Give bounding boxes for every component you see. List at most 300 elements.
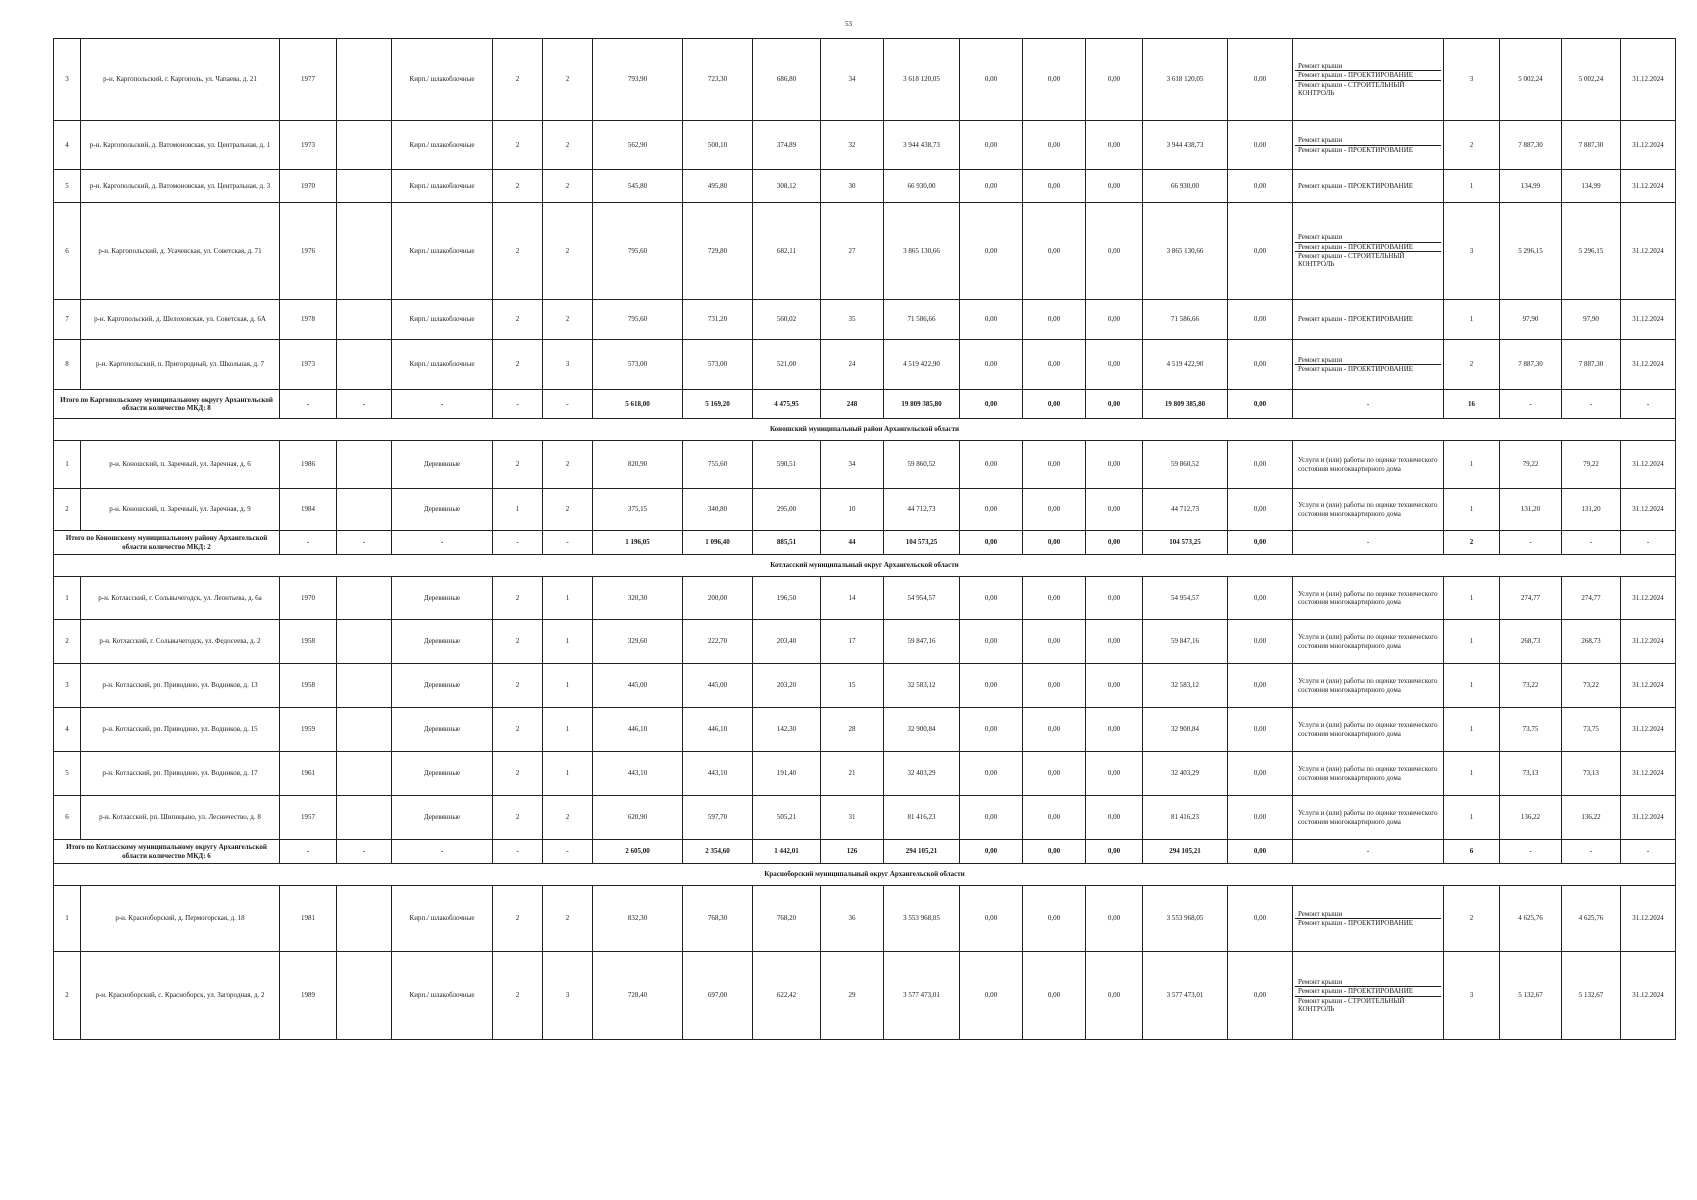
table-row <box>54 708 1676 752</box>
fund3-cell: 0,00 <box>1086 489 1143 531</box>
fund2-cell: 0,00 <box>1023 886 1086 952</box>
fund-own-cell: 3 618 120,05 <box>1143 39 1228 121</box>
section-header-row <box>54 555 1676 577</box>
area-own-cell: 505,21 <box>753 796 821 840</box>
entr-cell: 1 <box>543 620 593 664</box>
residents-cell: 10 <box>821 489 884 531</box>
works-cell <box>1293 796 1444 840</box>
cost-m2-cell: 7 887,30 <box>1500 121 1562 170</box>
residents-cell: 21 <box>821 752 884 796</box>
material-cell: Кирп./ шлакоблочные <box>392 952 493 1040</box>
year-cell: 1976 <box>280 203 337 300</box>
limit-m2-cell: 73,22 <box>1562 664 1621 708</box>
c4-cell <box>337 886 392 952</box>
year-cell: 1957 <box>280 796 337 840</box>
deadline-cell: 31.12.2024 <box>1621 620 1676 664</box>
limit-m2-cell: 7 887,30 <box>1562 121 1621 170</box>
area-own-cell: 295,00 <box>753 489 821 531</box>
area-res-cell: 340,80 <box>683 489 753 531</box>
limit-m2-cell: 97,90 <box>1562 300 1621 340</box>
total-residents: 44 <box>821 531 884 555</box>
area-own-cell: 191,40 <box>753 752 821 796</box>
year-cell: 1984 <box>280 489 337 531</box>
limit-m2-cell: 7 887,30 <box>1562 340 1621 390</box>
fund-own-cell: 3 865 130,66 <box>1143 203 1228 300</box>
fund3-cell: 0,00 <box>1086 441 1143 489</box>
deadline-cell: 31.12.2024 <box>1621 39 1676 121</box>
fund1-cell: 0,00 <box>960 441 1023 489</box>
total-area-res: 5 169,20 <box>683 390 753 419</box>
material-cell: Деревянные <box>392 752 493 796</box>
fund3-cell: 0,00 <box>1086 340 1143 390</box>
fund1-cell: 0,00 <box>960 170 1023 203</box>
total-area-own: 1 442,01 <box>753 840 821 864</box>
cost-cell: 71 586,66 <box>884 300 960 340</box>
fund1-cell: 0,00 <box>960 708 1023 752</box>
row-number: 7 <box>54 300 81 340</box>
deadline-cell: 31.12.2024 <box>1621 340 1676 390</box>
total-material: - <box>392 531 493 555</box>
fund-other-cell: 0,00 <box>1228 340 1293 390</box>
entr-cell: 2 <box>543 203 593 300</box>
total-fund3: 0,00 <box>1086 531 1143 555</box>
material-cell: Деревянные <box>392 489 493 531</box>
total-cost: 294 105,21 <box>884 840 960 864</box>
total-deadline: - <box>1621 531 1676 555</box>
fund2-cell: 0,00 <box>1023 300 1086 340</box>
total-fund-other: 0,00 <box>1228 531 1293 555</box>
entr-cell: 1 <box>543 664 593 708</box>
work-item: Услуги и (или) работы по оценке технического состояния многоквартирного дома <box>1298 633 1438 650</box>
area-total-cell: 620,90 <box>593 796 683 840</box>
c4-cell <box>337 577 392 620</box>
year-cell: 1970 <box>280 170 337 203</box>
section-header-row <box>54 864 1676 886</box>
limit-m2-cell: 268,73 <box>1562 620 1621 664</box>
total-material: - <box>392 390 493 419</box>
address-cell: р-н. Каргопольский, д. Ватомоновская, ул. Центральная, д. 3 <box>81 170 280 203</box>
floors-cell: 2 <box>493 340 543 390</box>
total-area-res: 2 354,60 <box>683 840 753 864</box>
area-res-cell: 200,00 <box>683 577 753 620</box>
cost-m2-cell: 5 296,15 <box>1500 203 1562 300</box>
entr-cell: 3 <box>543 952 593 1040</box>
work-item: Ремонт крыши - ПРОЕКТИРОВАНИЕ <box>1298 315 1414 324</box>
count-cell: 1 <box>1444 170 1500 203</box>
fund-own-cell: 59 860,52 <box>1143 441 1228 489</box>
table-row <box>54 441 1676 489</box>
entr-cell: 2 <box>543 886 593 952</box>
address-cell: р-н. Каргопольский, д. Ватомоновская, ул. Центральная, д. 1 <box>81 121 280 170</box>
work-item: Ремонт крыши - ПРОЕКТИРОВАНИЕ <box>1298 181 1414 190</box>
total-label: Итого по Коношскому муниципальному району Архангельской области количество МКД: 2 <box>54 531 280 555</box>
limit-m2-cell: 73,13 <box>1562 752 1621 796</box>
cost-m2-cell: 97,90 <box>1500 300 1562 340</box>
fund-own-cell: 54 954,57 <box>1143 577 1228 620</box>
work-item: Ремонт крыши - ПРОЕКТИРОВАНИЕ <box>1295 145 1441 154</box>
year-cell: 1958 <box>280 664 337 708</box>
address-cell: р-н. Котласский, рп. Приводино, ул. Водников, д. 15 <box>81 708 280 752</box>
table-body <box>54 39 1676 1040</box>
total-area-total: 2 605,00 <box>593 840 683 864</box>
fund-other-cell: 0,00 <box>1228 121 1293 170</box>
cost-m2-cell: 7 887,30 <box>1500 340 1562 390</box>
cost-cell: 32 900,84 <box>884 708 960 752</box>
area-res-cell: 495,80 <box>683 170 753 203</box>
area-own-cell: 521,00 <box>753 340 821 390</box>
total-count: 16 <box>1444 390 1500 419</box>
limit-m2-cell: 134,99 <box>1562 170 1621 203</box>
floors-cell: 2 <box>493 886 543 952</box>
year-cell: 1958 <box>280 620 337 664</box>
c4-cell <box>337 340 392 390</box>
cost-cell: 3 553 968,05 <box>884 886 960 952</box>
work-item: Ремонт крыши <box>1298 136 1343 145</box>
fund-own-cell: 71 586,66 <box>1143 300 1228 340</box>
count-cell: 3 <box>1444 952 1500 1040</box>
residents-cell: 15 <box>821 664 884 708</box>
total-cost-m2: - <box>1500 390 1562 419</box>
area-total-cell: 573,00 <box>593 340 683 390</box>
address-cell: р-н. Каргопольский, д. Усачевская, ул. Советская, д. 71 <box>81 203 280 300</box>
count-cell: 3 <box>1444 203 1500 300</box>
area-total-cell: 446,10 <box>593 708 683 752</box>
total-floors: - <box>493 840 543 864</box>
cost-cell: 44 712,73 <box>884 489 960 531</box>
floors-cell: 2 <box>493 441 543 489</box>
area-res-cell: 500,10 <box>683 121 753 170</box>
cost-m2-cell: 79,22 <box>1500 441 1562 489</box>
row-number: 4 <box>54 121 81 170</box>
fund-other-cell: 0,00 <box>1228 577 1293 620</box>
total-limit-m2: - <box>1562 390 1621 419</box>
year-cell: 1959 <box>280 708 337 752</box>
address-cell: р-н. Красноборский, д. Пермогорская, д. 18 <box>81 886 280 952</box>
work-item: Услуги и (или) работы по оценке технического состояния многоквартирного дома <box>1298 589 1438 606</box>
residents-cell: 34 <box>821 39 884 121</box>
year-cell: 1989 <box>280 952 337 1040</box>
year-cell: 1981 <box>280 886 337 952</box>
material-cell: Кирп./ шлакоблочные <box>392 121 493 170</box>
material-cell: Деревянные <box>392 577 493 620</box>
total-year: - <box>280 840 337 864</box>
works-cell <box>1293 952 1444 1040</box>
fund3-cell: 0,00 <box>1086 577 1143 620</box>
fund-other-cell: 0,00 <box>1228 886 1293 952</box>
material-cell: Кирп./ шлакоблочные <box>392 340 493 390</box>
works-cell <box>1293 708 1444 752</box>
total-limit-m2: - <box>1562 840 1621 864</box>
deadline-cell: 31.12.2024 <box>1621 664 1676 708</box>
floors-cell: 2 <box>493 952 543 1040</box>
row-number: 8 <box>54 340 81 390</box>
deadline-cell: 31.12.2024 <box>1621 577 1676 620</box>
cost-m2-cell: 134,99 <box>1500 170 1562 203</box>
entr-cell: 3 <box>543 340 593 390</box>
c4-cell <box>337 203 392 300</box>
total-c4: - <box>337 531 392 555</box>
works-cell <box>1293 39 1444 121</box>
residents-cell: 30 <box>821 170 884 203</box>
c4-cell <box>337 489 392 531</box>
row-number: 3 <box>54 664 81 708</box>
area-res-cell: 697,00 <box>683 952 753 1040</box>
fund1-cell: 0,00 <box>960 620 1023 664</box>
total-row <box>54 390 1676 419</box>
table-row <box>54 39 1676 121</box>
area-own-cell: 374,89 <box>753 121 821 170</box>
fund-own-cell: 32 583,12 <box>1143 664 1228 708</box>
fund1-cell: 0,00 <box>960 752 1023 796</box>
count-cell: 1 <box>1444 577 1500 620</box>
fund-other-cell: 0,00 <box>1228 203 1293 300</box>
area-own-cell: 560,02 <box>753 300 821 340</box>
total-fund3: 0,00 <box>1086 840 1143 864</box>
total-label: Итого по Каргопольскому муниципальному округу Архангельской области количество МКД: 8 <box>54 390 280 419</box>
year-cell: 1977 <box>280 39 337 121</box>
deadline-cell: 31.12.2024 <box>1621 489 1676 531</box>
table-row <box>54 300 1676 340</box>
cost-cell: 59 860,52 <box>884 441 960 489</box>
count-cell: 2 <box>1444 886 1500 952</box>
residents-cell: 24 <box>821 340 884 390</box>
section-title: Коношский муниципальный район Архангельской области <box>54 419 1676 441</box>
work-item: Ремонт крыши <box>1298 977 1343 986</box>
address-cell: р-н. Котласский, рп. Шипицыно, ул. Лесничество, д. 8 <box>81 796 280 840</box>
total-year: - <box>280 390 337 419</box>
works-cell <box>1293 121 1444 170</box>
fund-other-cell: 0,00 <box>1228 796 1293 840</box>
count-cell: 2 <box>1444 121 1500 170</box>
material-cell: Кирп./ шлакоблочные <box>392 170 493 203</box>
cost-cell: 32 403,29 <box>884 752 960 796</box>
address-cell: р-н. Каргопольский, г. Каргополь, ул. Чапаева, д. 21 <box>81 39 280 121</box>
count-cell: 2 <box>1444 340 1500 390</box>
total-material: - <box>392 840 493 864</box>
total-cost: 104 573,25 <box>884 531 960 555</box>
count-cell: 1 <box>1444 441 1500 489</box>
works-cell <box>1293 664 1444 708</box>
cost-cell: 4 519 422,90 <box>884 340 960 390</box>
work-item: Ремонт крыши - ПРОЕКТИРОВАНИЕ <box>1295 70 1441 79</box>
fund1-cell: 0,00 <box>960 121 1023 170</box>
residents-cell: 31 <box>821 796 884 840</box>
total-entr: - <box>543 531 593 555</box>
c4-cell <box>337 39 392 121</box>
cost-m2-cell: 73,75 <box>1500 708 1562 752</box>
work-item: Услуги и (или) работы по оценке технического состояния многоквартирного дома <box>1298 677 1438 694</box>
count-cell: 1 <box>1444 796 1500 840</box>
total-works: - <box>1293 840 1444 864</box>
area-own-cell: 590,51 <box>753 441 821 489</box>
address-cell: р-н. Котласский, рп. Приводино, ул. Водников, д. 17 <box>81 752 280 796</box>
fund2-cell: 0,00 <box>1023 952 1086 1040</box>
cost-m2-cell: 131,20 <box>1500 489 1562 531</box>
fund1-cell: 0,00 <box>960 796 1023 840</box>
fund3-cell: 0,00 <box>1086 752 1143 796</box>
count-cell: 1 <box>1444 300 1500 340</box>
fund-other-cell: 0,00 <box>1228 39 1293 121</box>
c4-cell <box>337 952 392 1040</box>
work-item: Услуги и (или) работы по оценке технического состояния многоквартирного дома <box>1298 456 1438 473</box>
limit-m2-cell: 5 132,67 <box>1562 952 1621 1040</box>
cost-cell: 3 577 473,01 <box>884 952 960 1040</box>
address-cell: р-н. Коношский, п. Заречный, ул. Заречная, д. 6 <box>81 441 280 489</box>
material-cell: Деревянные <box>392 441 493 489</box>
total-area-own: 885,51 <box>753 531 821 555</box>
fund2-cell: 0,00 <box>1023 170 1086 203</box>
total-fund1: 0,00 <box>960 390 1023 419</box>
total-fund-own: 104 573,25 <box>1143 531 1228 555</box>
table-row <box>54 664 1676 708</box>
fund-other-cell: 0,00 <box>1228 170 1293 203</box>
fund3-cell: 0,00 <box>1086 121 1143 170</box>
table-row <box>54 796 1676 840</box>
residents-cell: 17 <box>821 620 884 664</box>
area-res-cell: 723,30 <box>683 39 753 121</box>
entr-cell: 2 <box>543 489 593 531</box>
cost-m2-cell: 5 002,24 <box>1500 39 1562 121</box>
floors-cell: 2 <box>493 121 543 170</box>
total-count: 6 <box>1444 840 1500 864</box>
material-cell: Деревянные <box>392 664 493 708</box>
c4-cell <box>337 170 392 203</box>
works-cell <box>1293 886 1444 952</box>
area-own-cell: 196,50 <box>753 577 821 620</box>
fund-other-cell: 0,00 <box>1228 664 1293 708</box>
fund-own-cell: 3 944 438,73 <box>1143 121 1228 170</box>
c4-cell <box>337 121 392 170</box>
fund2-cell: 0,00 <box>1023 708 1086 752</box>
area-res-cell: 446,10 <box>683 708 753 752</box>
cost-cell: 32 583,12 <box>884 664 960 708</box>
work-item: Ремонт крыши - СТРОИТЕЛЬНЫЙ КОНТРОЛЬ <box>1295 251 1441 269</box>
work-item: Услуги и (или) работы по оценке технического состояния многоквартирного дома <box>1298 721 1438 738</box>
cost-m2-cell: 4 625,76 <box>1500 886 1562 952</box>
fund2-cell: 0,00 <box>1023 664 1086 708</box>
work-item: Ремонт крыши - ПРОЕКТИРОВАНИЕ <box>1295 986 1441 995</box>
fund-own-cell: 66 930,00 <box>1143 170 1228 203</box>
fund2-cell: 0,00 <box>1023 39 1086 121</box>
total-deadline: - <box>1621 390 1676 419</box>
address-cell: р-н. Котласский, рп. Приводино, ул. Водников, д. 13 <box>81 664 280 708</box>
material-cell: Деревянные <box>392 708 493 752</box>
c4-cell <box>337 441 392 489</box>
total-cost-m2: - <box>1500 840 1562 864</box>
total-works: - <box>1293 390 1444 419</box>
address-cell: р-н. Красноборский, с. Красноборск, ул. Загородная, д. 2 <box>81 952 280 1040</box>
fund-other-cell: 0,00 <box>1228 620 1293 664</box>
material-cell: Деревянные <box>392 620 493 664</box>
total-fund3: 0,00 <box>1086 390 1143 419</box>
works-cell <box>1293 441 1444 489</box>
area-total-cell: 445,00 <box>593 664 683 708</box>
address-cell: р-н. Котласский, г. Сольвычегодск, ул. Федосеева, д. 2 <box>81 620 280 664</box>
work-item: Ремонт крыши - ПРОЕКТИРОВАНИЕ <box>1295 242 1441 251</box>
floors-cell: 2 <box>493 170 543 203</box>
fund3-cell: 0,00 <box>1086 708 1143 752</box>
area-own-cell: 768,20 <box>753 886 821 952</box>
area-res-cell: 222,70 <box>683 620 753 664</box>
fund3-cell: 0,00 <box>1086 796 1143 840</box>
area-total-cell: 793,90 <box>593 39 683 121</box>
cost-cell: 54 954,57 <box>884 577 960 620</box>
section-header-row <box>54 419 1676 441</box>
limit-m2-cell: 274,77 <box>1562 577 1621 620</box>
year-cell: 1978 <box>280 300 337 340</box>
total-c4: - <box>337 390 392 419</box>
total-count: 2 <box>1444 531 1500 555</box>
area-own-cell: 203,40 <box>753 620 821 664</box>
entr-cell: 2 <box>543 170 593 203</box>
deadline-cell: 31.12.2024 <box>1621 796 1676 840</box>
entr-cell: 1 <box>543 577 593 620</box>
total-deadline: - <box>1621 840 1676 864</box>
fund2-cell: 0,00 <box>1023 577 1086 620</box>
fund3-cell: 0,00 <box>1086 664 1143 708</box>
fund3-cell: 0,00 <box>1086 39 1143 121</box>
cost-m2-cell: 136,22 <box>1500 796 1562 840</box>
floors-cell: 2 <box>493 664 543 708</box>
total-cost-m2: - <box>1500 531 1562 555</box>
total-fund2: 0,00 <box>1023 840 1086 864</box>
fund-own-cell: 3 553 968,05 <box>1143 886 1228 952</box>
fund3-cell: 0,00 <box>1086 620 1143 664</box>
cost-cell: 81 416,23 <box>884 796 960 840</box>
limit-m2-cell: 73,75 <box>1562 708 1621 752</box>
cost-cell: 59 847,16 <box>884 620 960 664</box>
fund1-cell: 0,00 <box>960 664 1023 708</box>
area-total-cell: 832,30 <box>593 886 683 952</box>
work-item: Ремонт крыши <box>1298 909 1343 918</box>
fund-own-cell: 32 403,29 <box>1143 752 1228 796</box>
fund-own-cell: 59 847,16 <box>1143 620 1228 664</box>
fund2-cell: 0,00 <box>1023 796 1086 840</box>
entr-cell: 2 <box>543 796 593 840</box>
fund1-cell: 0,00 <box>960 340 1023 390</box>
total-fund1: 0,00 <box>960 531 1023 555</box>
fund2-cell: 0,00 <box>1023 203 1086 300</box>
cost-cell: 3 865 130,66 <box>884 203 960 300</box>
limit-m2-cell: 4 625,76 <box>1562 886 1621 952</box>
cost-m2-cell: 274,77 <box>1500 577 1562 620</box>
floors-cell: 2 <box>493 796 543 840</box>
table-row <box>54 121 1676 170</box>
area-own-cell: 142,30 <box>753 708 821 752</box>
entr-cell: 2 <box>543 39 593 121</box>
area-res-cell: 443,10 <box>683 752 753 796</box>
works-cell <box>1293 300 1444 340</box>
work-item: Ремонт крыши <box>1298 233 1343 242</box>
area-total-cell: 375,15 <box>593 489 683 531</box>
material-cell: Кирп./ шлакоблочные <box>392 300 493 340</box>
year-cell: 1961 <box>280 752 337 796</box>
area-total-cell: 728,40 <box>593 952 683 1040</box>
total-fund-own: 294 105,21 <box>1143 840 1228 864</box>
residents-cell: 27 <box>821 203 884 300</box>
work-item: Ремонт крыши - ПРОЕКТИРОВАНИЕ <box>1295 918 1441 927</box>
area-own-cell: 686,80 <box>753 39 821 121</box>
works-cell <box>1293 752 1444 796</box>
row-number: 6 <box>54 203 81 300</box>
cost-m2-cell: 73,13 <box>1500 752 1562 796</box>
year-cell: 1970 <box>280 577 337 620</box>
repair-register-table <box>53 38 1676 1040</box>
page-number: 53 <box>845 20 852 28</box>
cost-cell: 66 930,00 <box>884 170 960 203</box>
area-total-cell: 795,60 <box>593 203 683 300</box>
table-row <box>54 203 1676 300</box>
